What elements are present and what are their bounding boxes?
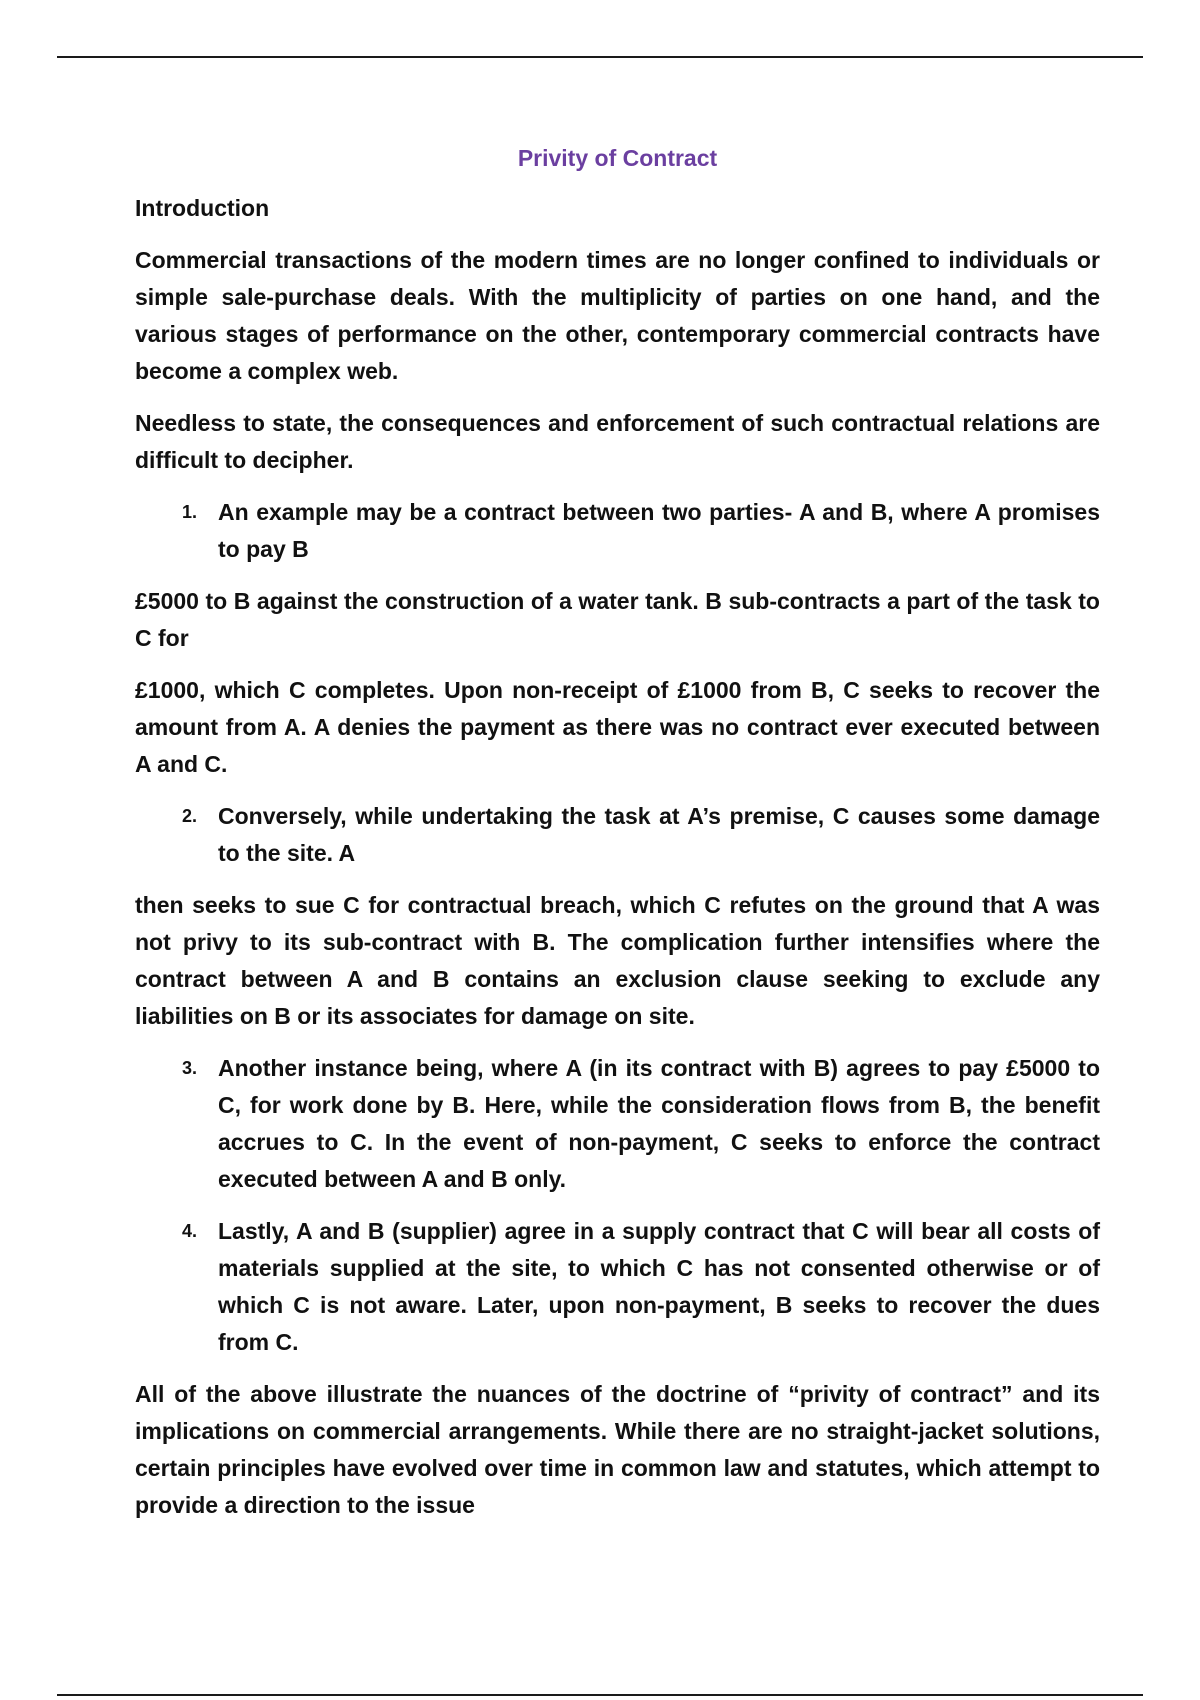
paragraph: All of the above illustrate the nuances of the doctrine of “privity of contract” and its implications on commercial arrangements. While there are no straight-jacket solutions, certain principles have evolved over time in common law and statutes, which attempt to provide a direction to the issue (135, 1381, 1100, 1518)
list-item (135, 494, 1100, 568)
list-item (135, 1213, 1100, 1361)
bottom-divider (57, 1694, 1143, 1696)
paragraph: then seeks to sue C for contractual breach, which C refutes on the ground that A was not privy to its sub-contract with B. The complication further intensifies where the contract between A and B contains an exclusion clause seeking to exclude any liabilities on B or its associates for damage on site. (135, 892, 1100, 1029)
list-item-number: 3. (182, 1058, 198, 1078)
section-heading: Introduction (135, 195, 270, 221)
paragraph: £5000 to B against the construction of a water tank. B sub-contracts a part of the task to C for (135, 588, 1100, 651)
list-item-text: Another instance being, where A (in its contract with B) agrees to pay £5000 to C, for work done by B. Here, while the consideration flows from B, the benefit accrues to C. In the event of non-payment, C seeks to enforce the contract executed between A and B only. (218, 1055, 1100, 1192)
paragraph: Needless to state, the consequences and enforcement of such contractual relations are difficult to decipher. (135, 410, 1100, 473)
top-divider (57, 56, 1143, 58)
page-title: Privity of Contract (517, 145, 718, 171)
list-item-number: 1. (182, 502, 198, 522)
list-item (135, 1050, 1100, 1198)
paragraph: Commercial transactions of the modern times are no longer confined to individuals or simple sale-purchase deals. With the multiplicity of parties on one hand, and the various stages of performance on the other, contemporary commercial contracts have become a complex web. (135, 247, 1100, 384)
list-item-number: 2. (182, 806, 198, 826)
list-item (135, 798, 1100, 872)
list-item-number: 4. (182, 1221, 198, 1241)
list-item-text: An example may be a contract between two parties- A and B, where A promises to pay B (218, 499, 1100, 562)
list-item-text: Conversely, while undertaking the task at A’s premise, C causes some damage to the site. A (218, 803, 1100, 866)
paragraph: £1000, which C completes. Upon non-receipt of £1000 from B, C seeks to recover the amount from A. A denies the payment as there was no contract ever executed between A and C. (135, 677, 1100, 777)
list-item-text: Lastly, A and B (supplier) agree in a supply contract that C will bear all costs of materials supplied at the site, to which C has not consented otherwise or of which C is not aware. Later, upon non-payment, B seeks to recover the dues from C. (218, 1218, 1100, 1355)
document-body (135, 140, 1100, 1539)
